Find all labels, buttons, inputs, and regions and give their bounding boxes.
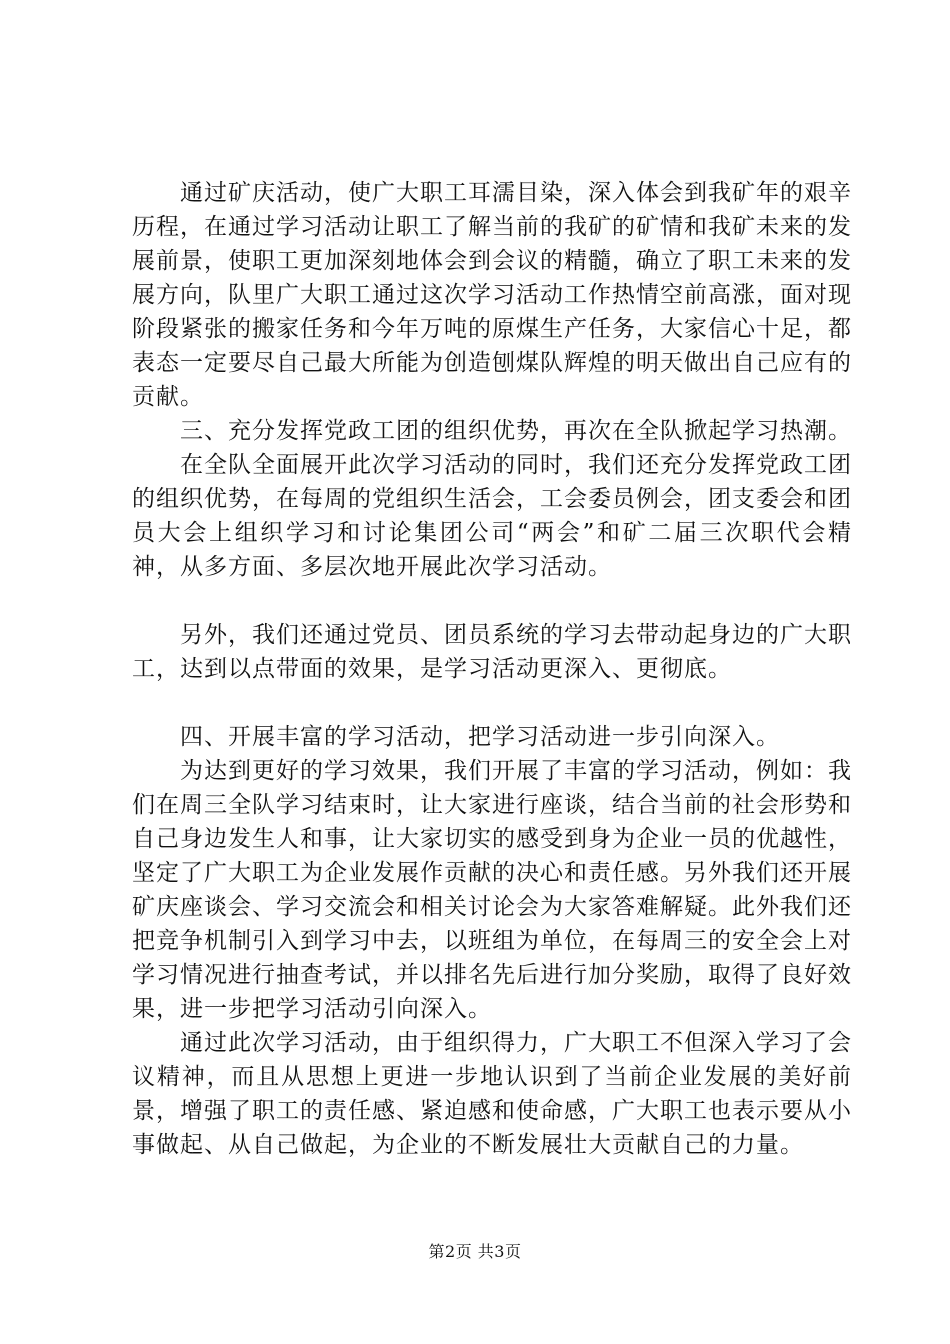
paragraph-spacer xyxy=(132,686,852,720)
page-number-footer: 第2页 共3页 xyxy=(428,1242,522,1261)
paragraph-members-lead: 另外，我们还通过党员、团员系统的学习去带动起身边的广大职工，达到以点带面的效果，是学习活动更深入、更彻底。 xyxy=(132,622,852,682)
heading-section-three: 三、充分发挥党政工团的组织优势，再次在全队掀起学习热潮。 xyxy=(180,418,852,444)
heading-section-four: 四、开展丰富的学习活动，把学习活动进一步引向深入。 xyxy=(180,724,780,750)
paragraph-party-organizations: 在全队全面展开此次学习活动的同时，我们还充分发挥党政工团的组织优势，在每周的党组织生活会，工会委员例会，团支委会和团员大会上组织学习和讨论集团公司“两会”和矿二届三次职代会精神，从多方面、多层次地开展此次学习活动。 xyxy=(132,452,852,580)
paragraph-celebration-activity: 通过矿庆活动，使广大职工耳濡目染，深入体会到我矿年的艰辛历程，在通过学习活动让职工了解当前的我矿的矿情和我矿未来的发展前景，使职工更加深刻地体会到会议的精髓，确立了职工未来的发展方向，队里广大职工通过这次学习活动工作热情空前高涨，面对现阶段紧张的搬家任务和今年万吨的原煤生产任务，大家信心十足，都表态一定要尽自己最大所能为创造刨煤队辉煌的明天做出自己应有的贡献。 xyxy=(132,180,852,410)
paragraph-rich-activities: 为达到更好的学习效果，我们开展了丰富的学习活动，例如：我们在周三全队学习结束时，让大家进行座谈，结合当前的社会形势和自己身边发生人和事，让大家切实的感受到身为企业一员的优越性，坚定了广大职工为企业发展作贡献的决心和责任感。另外我们还开展矿庆座谈会、学习交流会和相关讨论会为大家答难解疑。此外我们还把竞争机制引入到学习中去，以班组为单位，在每周三的安全会上对学习情况进行抽查考试，并以排名先后进行加分奖励，取得了良好效果，进一步把学习活动引向深入。 xyxy=(132,758,852,1022)
paragraph-spacer xyxy=(132,584,852,618)
paragraph-conclusion: 通过此次学习活动，由于组织得力，广大职工不但深入学习了会议精神，而且从思想上更进一步地认识到了当前企业发展的美好前景，增强了职工的责任感、紧迫感和使命感，广大职工也表示要从小事做起、从自己做起，为企业的不断发展壮大贡献自己的力量。 xyxy=(132,1030,852,1158)
document-body xyxy=(132,176,852,1162)
